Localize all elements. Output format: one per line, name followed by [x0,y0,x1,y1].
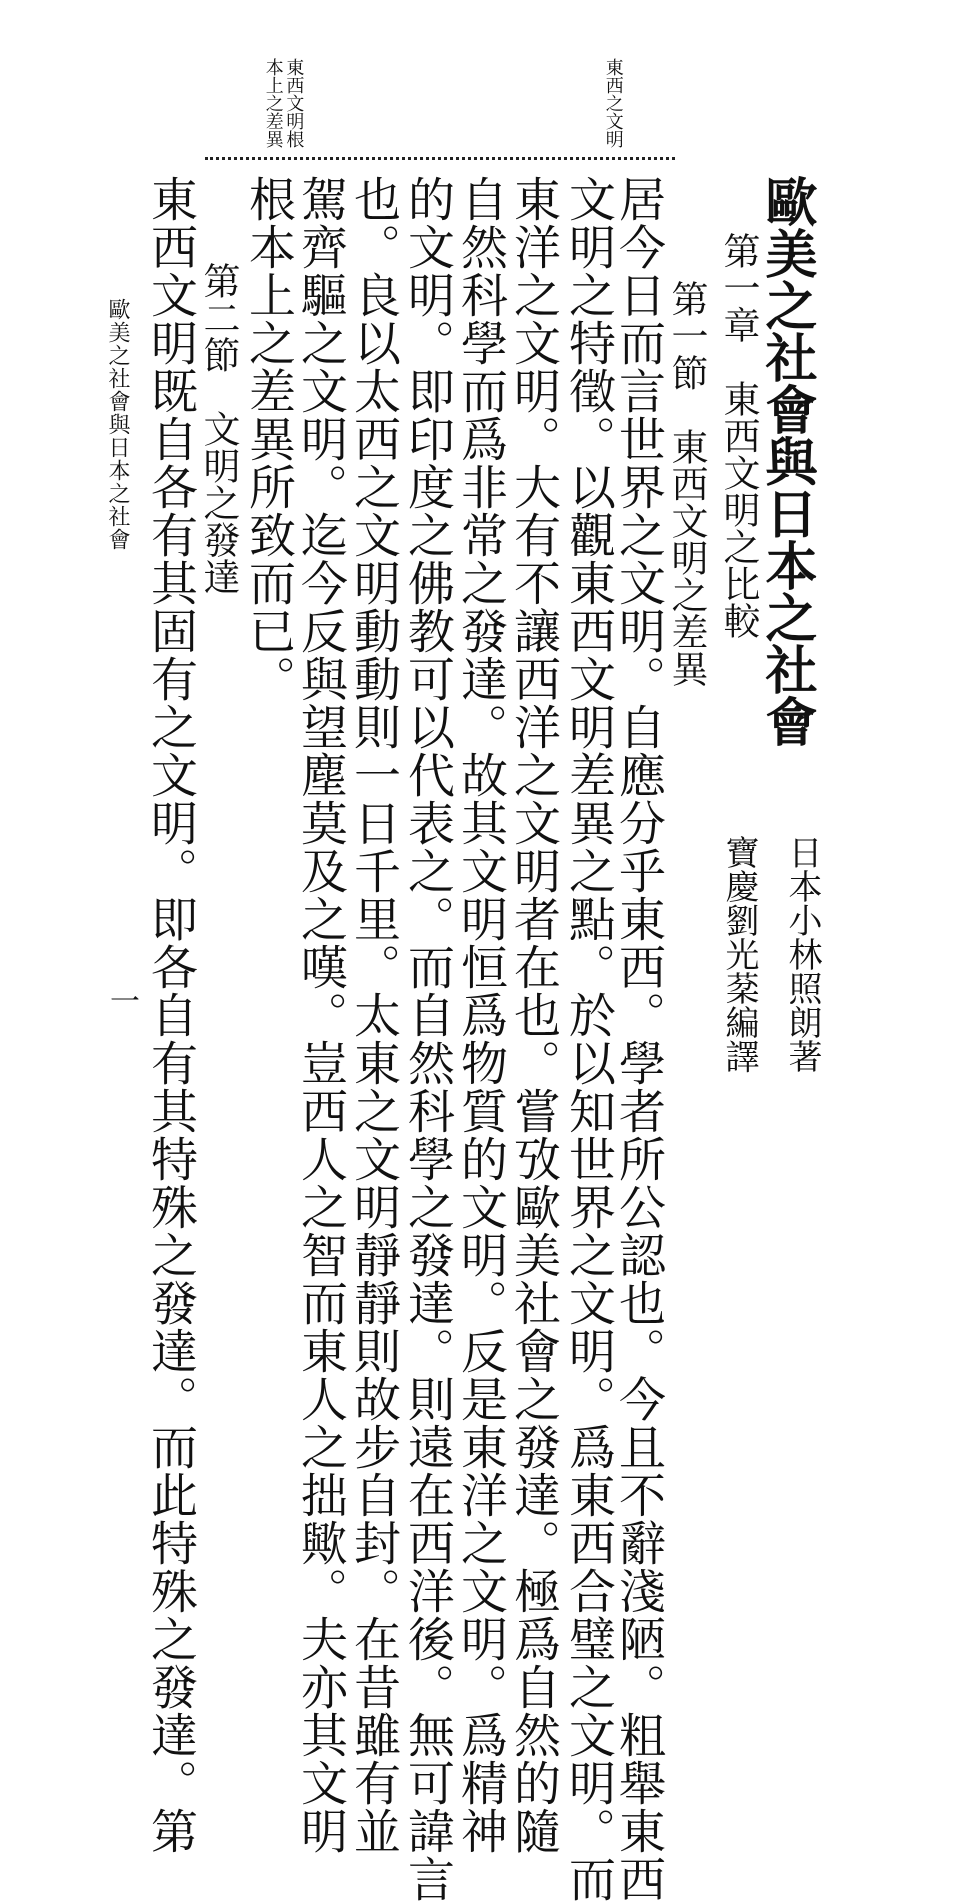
book-title: 歐美之社會與日本之社會 [756,175,817,747]
body-column-4: 自然科學而爲非常之發達。故其文明恒爲物質的文明。反是東洋之文明。爲精神 [453,175,508,1855]
body-column-5: 的文明。即印度之佛教可以代表之。而自然科學之發達。則遠在西洋後。無可諱言 [400,175,455,1903]
body-column-8: 根本上之差異所致而已。 [241,175,296,703]
body-column-1: 居今日而言世界之文明。自應分乎東西。學者所公認也。今且不辭淺陋。粗舉東西 [611,175,666,1903]
margin-note-2: 東西文明根本上之差異 [262,58,305,148]
body-column-9: 東西文明既自各有其固有之文明。即各自有其特殊之發達。而此特殊之發達。第 [143,175,198,1855]
author-line: 日本小林照朗著 [782,835,822,1073]
body-column-7: 駕齊驅之文明。迄今反與望塵莫及之嘆。豈西人之智而東人之拙歟。夫亦其文明 [293,175,348,1855]
body-column-3: 東洋之文明。大有不讓西洋之文明者在也。嘗攷歐美社會之發達。極爲自然的隨 [506,175,561,1855]
section2-heading: 第二節 文明之發達 [197,262,240,595]
header-divider [205,157,675,160]
body-column-2: 文明之特徵。以觀東西文明差異之點。於以知世界之文明。爲東西合璧之文明。而 [561,175,616,1903]
body-column-6: 也。良以太西之文明動動則一日千里。太東之文明靜靜則故步自封。在昔雖有並 [346,175,401,1855]
chapter-heading: 第一章 東西文明之比較 [717,232,760,639]
translator-line: 寶慶劉光棻編譯 [719,835,759,1073]
page-number: 一 [104,985,139,1015]
section1-heading: 第一節 東西文明之差異 [665,280,708,687]
margin-note-1: 東西之文明 [602,58,624,148]
running-footer: 歐美之社會與日本之社會 [105,298,130,551]
